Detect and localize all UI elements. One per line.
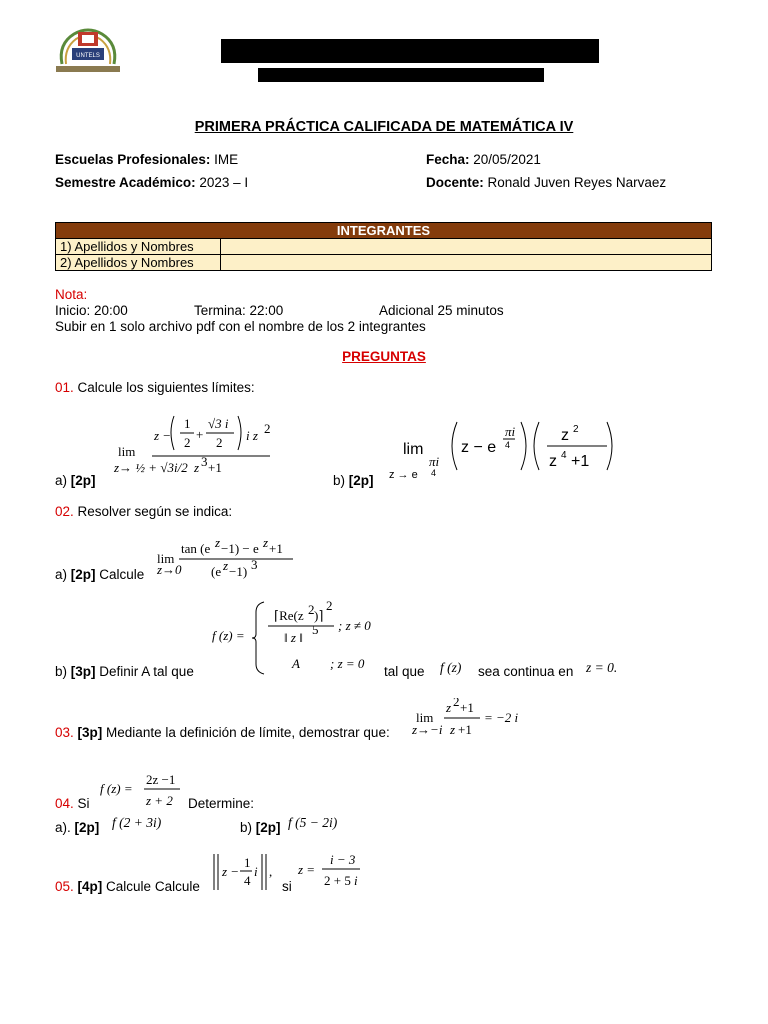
redacted-bar: [258, 68, 544, 82]
q1a-label: a) [2p]: [55, 473, 96, 488]
svg-text:2: 2: [184, 435, 191, 450]
svg-text:3: 3: [251, 557, 258, 572]
fecha-label: Fecha:: [426, 152, 470, 167]
svg-text:−1) − e: −1) − e: [221, 541, 259, 556]
docente-value: Ronald Juven Reyes Narvaez: [487, 175, 667, 190]
svg-text:z: z: [549, 453, 557, 470]
svg-text:; z = 0: ; z = 0: [330, 656, 365, 671]
svg-text:z: z: [263, 536, 269, 550]
svg-text:√3 i: √3 i: [208, 416, 229, 431]
integrantes-header: INTEGRANTES: [56, 223, 712, 239]
svg-text:2: 2: [216, 435, 223, 450]
svg-text:z→ ½ + √3i/2: z→ ½ + √3i/2: [114, 460, 188, 475]
row-label: 2) Apellidos y Nombres: [56, 255, 221, 271]
svg-text:i − 3: i − 3: [330, 852, 356, 867]
svg-text:+: +: [196, 427, 204, 442]
q4-function: [98, 770, 188, 810]
q1a-formula: [112, 408, 277, 488]
q3-text: Mediante la definición de límite, demostrar que:: [102, 725, 390, 740]
row-label: 1) Apellidos y Nombres: [56, 239, 221, 255]
svg-text:z: z: [561, 427, 569, 444]
fecha-value: 20/05/2021: [473, 152, 541, 167]
svg-text:4: 4: [561, 450, 567, 461]
svg-text:z: z: [215, 536, 221, 550]
name-input-1[interactable]: [221, 239, 712, 255]
svg-text:+1: +1: [208, 460, 222, 475]
docente-label: Docente:: [426, 175, 484, 190]
svg-text:lim: lim: [403, 441, 424, 458]
svg-text:i: i: [254, 864, 258, 879]
svg-text:4: 4: [505, 440, 511, 450]
svg-text:πi: πi: [505, 424, 516, 439]
svg-text:i z: i z: [246, 428, 258, 443]
nota-termina: Termina: 22:00: [194, 303, 284, 318]
svg-text:lim: lim: [118, 444, 136, 459]
q3-statement: [55, 725, 390, 740]
nota-label: Nota:: [55, 287, 88, 302]
q2-statement: [55, 504, 232, 519]
svg-text:2: 2: [573, 424, 579, 435]
q4-text: Si: [73, 796, 90, 811]
svg-text:= −2 i: = −2 i: [484, 710, 519, 725]
q1-text: Calcule los siguientes límites:: [73, 380, 255, 395]
q5-statement: [55, 879, 200, 894]
q4b-formula: f (5 − 2i): [288, 815, 338, 830]
svg-text:4: 4: [431, 468, 437, 478]
svg-text:,: ,: [269, 864, 273, 879]
svg-text:lim: lim: [157, 551, 175, 566]
svg-text:z −: z −: [222, 864, 240, 879]
q5-z-value: [296, 850, 366, 890]
svg-text:f (z) =: f (z) =: [100, 781, 133, 796]
logo-text: UNTELS: [76, 53, 100, 59]
svg-text:1: 1: [244, 855, 251, 870]
svg-text:; z ≠ 0: ; z ≠ 0: [338, 618, 371, 633]
docente-line: [426, 175, 666, 190]
q5-text: Calcule Calcule: [102, 879, 200, 894]
name-input-2[interactable]: [221, 255, 712, 271]
q4-number: 04.: [55, 796, 74, 811]
q3-number: 03.: [55, 725, 74, 740]
semestre-value: 2023 – I: [199, 175, 249, 190]
exam-title: PRIMERA PRÁCTICA CALIFICADA DE MATEMÁTICA IV: [194, 119, 574, 135]
svg-text:z→−i: z→−i: [412, 722, 443, 737]
svg-text:2: 2: [326, 598, 333, 613]
q2a-label: a) [2p] Calcule: [55, 567, 145, 582]
q1b-formula: [385, 414, 620, 484]
semestre-label: Semestre Académico:: [55, 175, 196, 190]
svg-text:z: z: [194, 460, 200, 475]
svg-text:‖ z ‖: ‖ z ‖: [284, 630, 303, 645]
nota-adicional: Adicional 25 minutos: [379, 303, 504, 318]
q3-points: [3p]: [77, 725, 103, 740]
q3-formula: [410, 698, 540, 742]
nota-subir: Subir en 1 solo archivo pdf con el nombre de los 2 integrantes: [55, 319, 426, 334]
svg-text:lim: lim: [416, 710, 434, 725]
svg-text:z → e: z → e: [389, 469, 418, 481]
integrantes-table: [55, 222, 712, 271]
q5-si: si: [282, 879, 292, 894]
svg-text:z + 2: z + 2: [146, 793, 173, 808]
redacted-bar: [221, 39, 599, 63]
preguntas-heading: PREGUNTAS: [342, 349, 426, 364]
svg-text:+1: +1: [269, 541, 283, 556]
svg-text:2: 2: [264, 421, 271, 436]
q2b-label: b) [3p] Definir A tal que: [55, 664, 194, 679]
svg-text:z: z: [223, 558, 229, 573]
q4a-formula: f (2 + 3i): [112, 815, 162, 830]
svg-text:z −: z −: [154, 428, 172, 443]
svg-text:f (z) =: f (z) =: [212, 628, 245, 643]
q2b-piecewise: [208, 598, 388, 678]
svg-text:z − e: z − e: [461, 439, 497, 456]
svg-text:i: i: [354, 873, 358, 888]
svg-text:z: z: [450, 722, 456, 737]
svg-text:+1: +1: [458, 722, 472, 737]
q2a-formula: [153, 536, 303, 584]
svg-text:tan (e: tan (e: [181, 541, 211, 556]
q2b-talque: tal que: [384, 664, 425, 679]
svg-text:2: 2: [453, 698, 460, 709]
nota-inicio: Inicio: 20:00: [55, 303, 128, 318]
svg-text:+1: +1: [460, 700, 474, 715]
svg-text:1: 1: [184, 416, 191, 431]
svg-text:5: 5: [312, 622, 319, 637]
svg-text:z =: z =: [298, 862, 316, 877]
svg-text:A: A: [292, 656, 300, 671]
q2b-fz: f (z): [440, 660, 462, 675]
semestre-line: [55, 175, 248, 190]
svg-text:⌈Re(z: ⌈Re(z: [274, 608, 304, 623]
q2b-continua: sea continua en: [478, 664, 574, 679]
svg-text:2z −1: 2z −1: [146, 772, 176, 787]
q4-determine: Determine:: [188, 796, 255, 811]
escuelas-label: Escuelas Profesionales:: [55, 152, 211, 167]
svg-text:z: z: [446, 700, 452, 715]
table-row: [56, 239, 712, 255]
svg-text:+1: +1: [571, 453, 590, 470]
svg-text:2: 2: [308, 602, 315, 617]
q1-statement: [55, 380, 255, 395]
q1-number: 01.: [55, 380, 74, 395]
escuelas-value: IME: [214, 152, 239, 167]
svg-text:2 + 5: 2 + 5: [324, 873, 351, 888]
fecha-line: [426, 152, 541, 167]
q4-statement: [55, 796, 90, 811]
university-logo: [52, 24, 124, 76]
q2b-point: z = 0.: [586, 660, 618, 675]
svg-text:(e: (e: [211, 564, 222, 579]
q5-points: [4p]: [77, 879, 103, 894]
svg-text:πi: πi: [429, 454, 440, 469]
table-row: [56, 255, 712, 271]
svg-text:−1): −1): [229, 564, 248, 579]
svg-text:z→0: z→0: [157, 562, 182, 577]
svg-text:3: 3: [201, 454, 208, 469]
q2-text: Resolver según se indica:: [73, 504, 233, 519]
svg-text:)⌉: )⌉: [314, 608, 324, 623]
q4b-label: b) [2p]: [240, 820, 281, 835]
escuelas-line: [55, 152, 238, 167]
q5-number: 05.: [55, 879, 74, 894]
q1b-label: b) [2p]: [333, 473, 374, 488]
q5-norm: [210, 850, 282, 894]
q2-number: 02.: [55, 504, 74, 519]
svg-text:4: 4: [244, 873, 251, 888]
q4a-label: a). [2p]: [55, 820, 100, 835]
